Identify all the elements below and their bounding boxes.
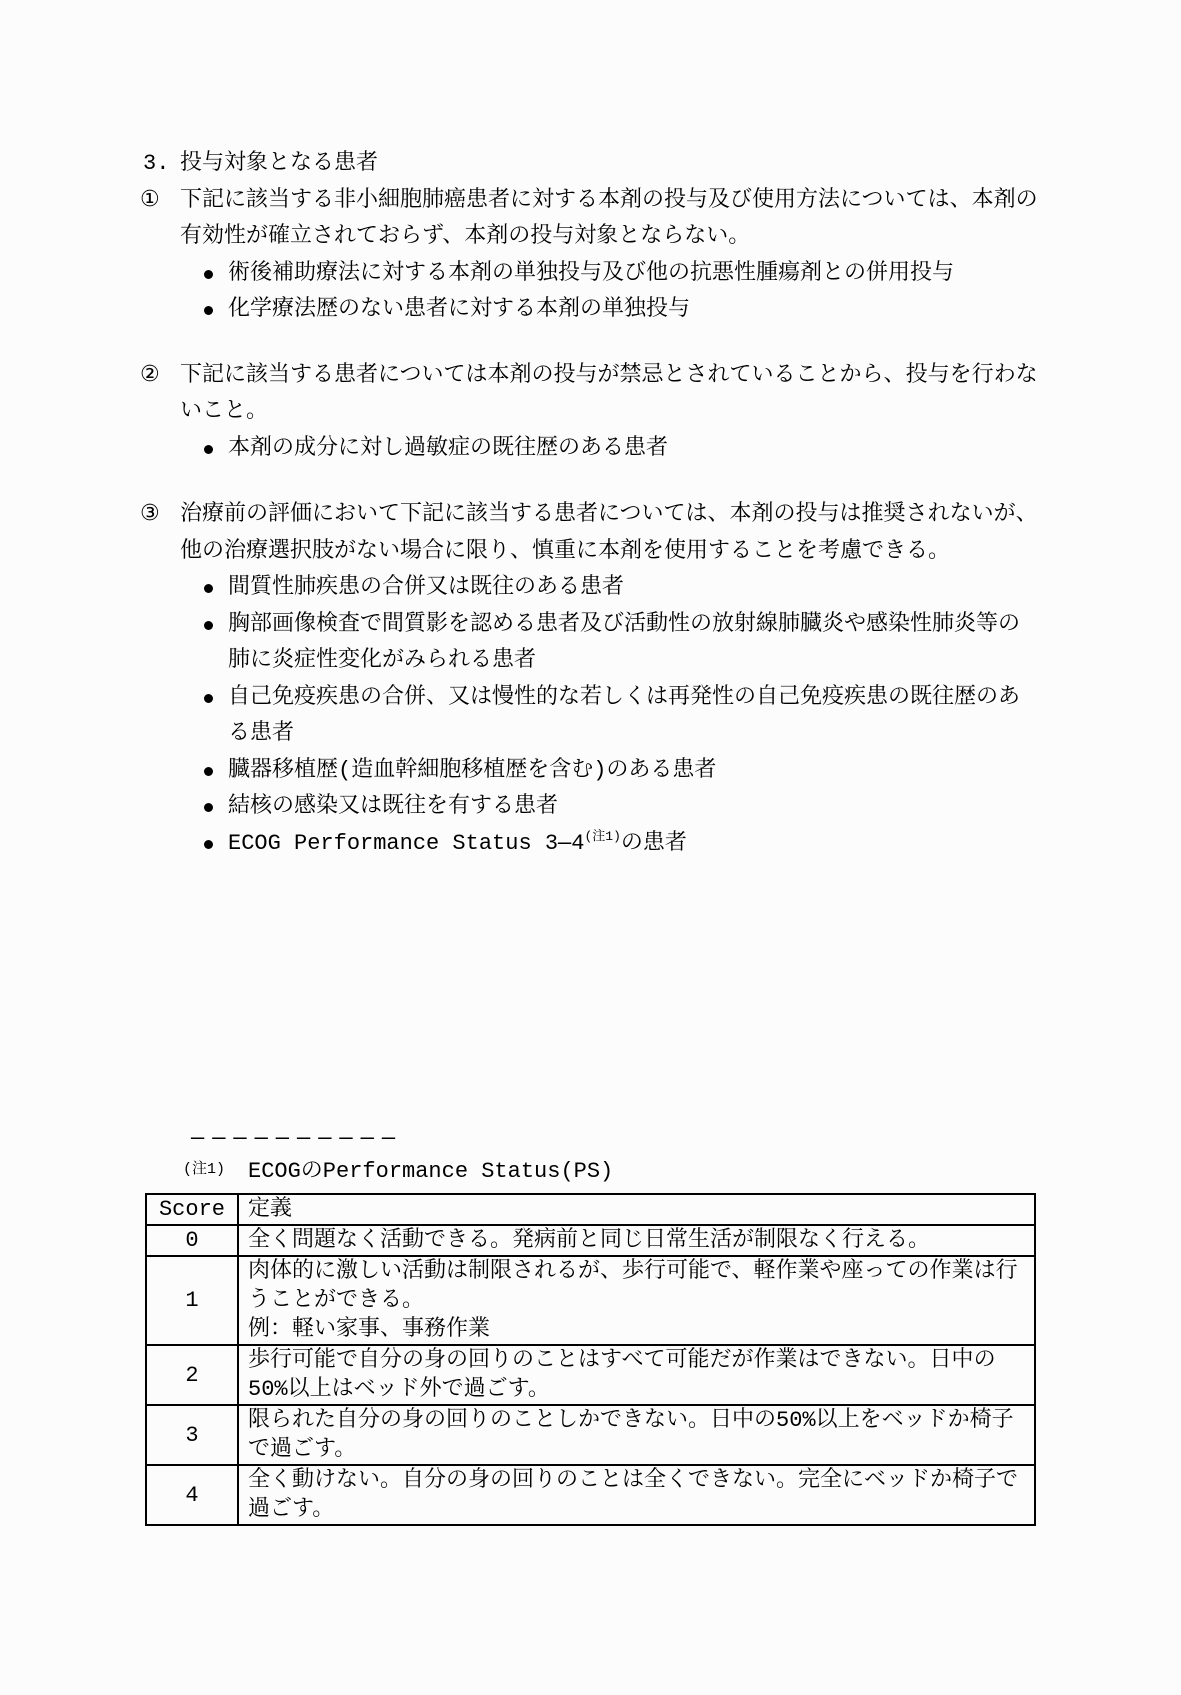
list-item xyxy=(0,753,1181,790)
list-item-text: 胸部画像検査で間質影を認める患者及び活動性の放射線肺臓炎や感染性肺炎等の肺に炎症性変化がみられる患者 xyxy=(228,611,1021,673)
item-3-text: 治療前の評価において下記に該当する患者については、本剤の投与は推奨されないが、他の治療選択肢がない場合に限り、慎重に本剤を使用することを考慮できる。 xyxy=(180,502,1038,564)
list-item-text: 術後補助療法に対する本剤の単独投与及び他の抗悪性腫瘍剤との併用投与 xyxy=(228,260,955,286)
bullet-icon xyxy=(204,584,213,593)
numbered-item-1 xyxy=(0,183,1181,256)
item-1-text: 下記に該当する非小細胞肺癌患者に対する本剤の投与及び使用方法については、本剤の有効性が確立されておらず、本剤の投与対象とならない。 xyxy=(180,187,1038,249)
list-item-text: 臓器移植歴(造血幹細胞移植歴を含む)のある患者 xyxy=(228,757,717,783)
definition-value xyxy=(238,1256,1035,1345)
item-1-marker: ① xyxy=(140,187,160,213)
bullet-icon xyxy=(204,445,213,454)
bullet-icon xyxy=(204,803,213,812)
definition-text: 肉体的に激しい活動は制限されるが、歩行可能で、軽作業や座っての作業は行うことができる。 xyxy=(248,1259,1018,1313)
list-item xyxy=(0,789,1181,826)
score-value: 2 xyxy=(146,1345,238,1405)
footnote-reference: (注1) xyxy=(584,828,621,844)
list-item-text: 自己免疫疾患の合併、又は慢性的な若しくは再発性の自己免疫疾患の既往歴のある患者 xyxy=(228,684,1021,746)
document-body xyxy=(0,146,1181,862)
bullet-icon xyxy=(204,694,213,703)
score-value: 0 xyxy=(146,1225,238,1256)
footnote-title: ECOGのPerformance Status(PS) xyxy=(248,1159,614,1184)
list-item xyxy=(0,680,1181,753)
list-item xyxy=(0,607,1181,680)
definition-example: 例：軽い家事、事務作業 xyxy=(248,1317,491,1342)
list-item xyxy=(0,256,1181,293)
ecog-status-tail: の患者 xyxy=(620,830,687,856)
bullet-icon xyxy=(204,306,213,315)
score-value: 4 xyxy=(146,1465,238,1525)
score-value: 3 xyxy=(146,1405,238,1465)
table-row xyxy=(146,1465,1035,1525)
ecog-status-text: ECOG Performance Status 3—4 xyxy=(228,830,585,856)
definition-value: 全く問題なく活動できる。発病前と同じ日常生活が制限なく行える。 xyxy=(238,1225,1035,1256)
table-header-row xyxy=(146,1194,1035,1225)
definition-value: 歩行可能で自分の身の回りのことはすべて可能だが作業はできない。日中の50%以上はベッド外で過ごす。 xyxy=(238,1345,1035,1405)
bullet-icon xyxy=(204,621,213,630)
score-value: 1 xyxy=(146,1256,238,1345)
item-2-marker: ② xyxy=(140,362,160,388)
bullet-icon xyxy=(204,767,213,776)
footnote-separator: —————————— xyxy=(191,1126,404,1151)
numbered-item-2 xyxy=(0,358,1181,431)
list-item-text xyxy=(228,826,1032,863)
ecog-ps-table xyxy=(145,1193,1036,1526)
heading-number: 3. xyxy=(143,151,170,176)
list-item-text: 結核の感染又は既往を有する患者 xyxy=(228,794,559,819)
table-row xyxy=(146,1256,1035,1345)
footnote-ref-label: (注1) xyxy=(183,1161,226,1178)
list-item xyxy=(0,570,1181,607)
item-2-text: 下記に該当する患者については本剤の投与が禁忌とされていることから、投与を行わないこと。 xyxy=(180,362,1038,424)
bullet-icon xyxy=(204,840,213,849)
bullet-icon xyxy=(204,270,213,279)
section-heading xyxy=(0,146,1181,183)
list-item-text: 本剤の成分に対し過敏症の既往歴のある患者 xyxy=(228,435,669,461)
definition-value: 全く動けない。自分の身の回りのことは全くできない。完全にベッドか椅子で過ごす。 xyxy=(238,1465,1035,1525)
table-row xyxy=(146,1345,1035,1405)
table-row xyxy=(146,1405,1035,1465)
list-item xyxy=(0,431,1181,468)
numbered-item-3 xyxy=(0,497,1181,570)
list-item-text: 化学療法歴のない患者に対する本剤の単独投与 xyxy=(228,297,691,322)
list-item-ecog xyxy=(0,826,1181,863)
table-row xyxy=(146,1225,1035,1256)
definition-value: 限られた自分の身の回りのことしかできない。日中の50%以上をベッドか椅子で過ごす。 xyxy=(238,1405,1035,1465)
header-score: Score xyxy=(146,1194,238,1225)
header-definition: 定義 xyxy=(238,1194,1035,1225)
list-item xyxy=(0,292,1181,329)
item-3-marker: ③ xyxy=(140,502,160,527)
heading-text: 投与対象となる患者 xyxy=(180,151,379,176)
list-item-text: 間質性肺疾患の合併又は既往のある患者 xyxy=(228,575,625,600)
